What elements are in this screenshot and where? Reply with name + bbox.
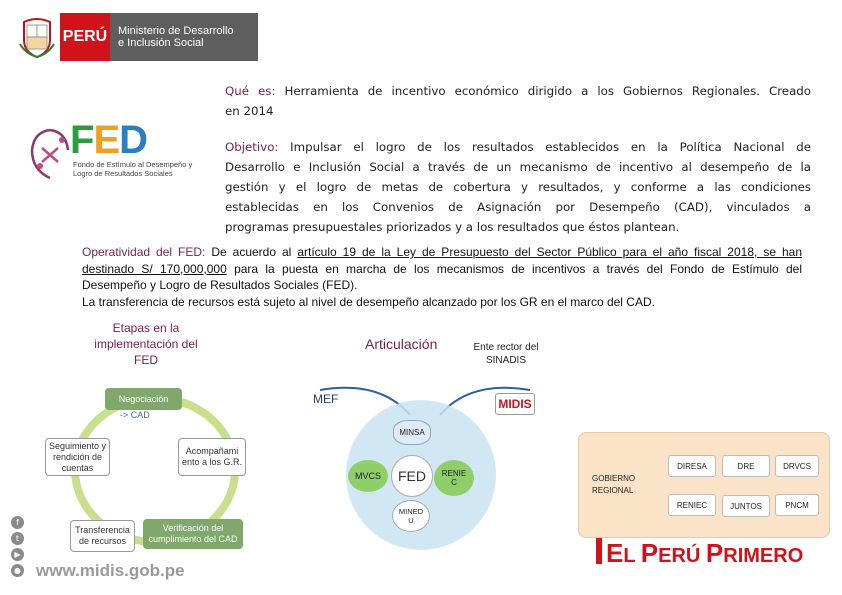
transferencia-box: Transferencia de recursos: [70, 520, 135, 552]
fed-logo-subtitle: [73, 160, 192, 178]
objetivo-line-5: programas presupuestales priorizados y a los resultados que éstos plantean.: [225, 220, 680, 234]
objetivo-line-1: Impulsar el logro de los resultados establecidos en la Política Nacional de: [278, 140, 811, 154]
ente-rector-label: [468, 341, 544, 367]
peru-coat-of-arms-icon: [18, 16, 56, 58]
gobierno-regional-label: [592, 473, 635, 497]
verificacion-box: Verificación del cumplimiento del CAD: [143, 519, 243, 549]
ministry-line-2: e Inclusión Social: [118, 37, 204, 49]
minedu-node: [392, 500, 430, 532]
ente-rector-line-2: SINADIS: [485, 355, 526, 366]
operatividad-text-1a: De acuerdo al: [205, 245, 298, 259]
monto-destinado-link[interactable]: destinado S/ 170,000,000: [82, 261, 227, 276]
reniec-line-1: RENIE: [441, 469, 467, 478]
mvcs-node: MVCS: [348, 460, 388, 492]
que-es-text-2: en 2014: [225, 104, 274, 118]
negociacion-box: [105, 388, 182, 410]
etapas-title-1: Etapas en la: [112, 321, 180, 335]
etapas-title: [80, 320, 212, 368]
objetivo-label: Objetivo:: [225, 140, 279, 154]
articulacion-title: Articulación: [365, 336, 438, 352]
slogan-part-a: E: [606, 538, 624, 568]
etapas-title-2: implementación del: [94, 337, 198, 351]
fed-logo-sub-line-2: Logro de Resultados Sociales: [73, 169, 173, 178]
objetivo-line-4: establecidas en los Convenios de Asignación por Desempeño (CAD), vinculados a: [225, 200, 811, 214]
mef-label: MEF: [313, 392, 339, 406]
gr-item-diresa: DIRESA: [668, 455, 716, 477]
peru-brand-block: PERÚ: [60, 13, 110, 61]
fed-logo-word: FED: [70, 118, 148, 162]
facebook-icon[interactable]: f: [11, 516, 24, 529]
ministry-line-1: Ministerio de Desarrollo: [118, 25, 234, 37]
reniec-node: [434, 460, 474, 496]
ente-rector-line-1: Ente rector del: [473, 342, 539, 353]
twitter-icon[interactable]: t: [11, 532, 24, 545]
operatividad-text-2b: para la puesta en marcha de los mecanismos de incentivos a través del Fondo de Estímulo del: [226, 261, 803, 276]
ministry-name-block: [110, 13, 258, 61]
minedu-line-1: MINED: [398, 507, 424, 516]
gobierno-line-2: REGIONAL: [592, 486, 634, 495]
gr-item-dre: DRE: [722, 455, 770, 477]
operatividad-label: Operatividad del FED:: [82, 245, 206, 259]
website-url[interactable]: www.midis.gob.pe: [36, 561, 185, 580]
slogan-el-peru-primero: [606, 538, 803, 569]
objetivo-line-2: Desarrollo e Inclusión Social a través de un mecanismo de incentivo al desempeño de la: [225, 160, 811, 174]
midis-box: MIDIS: [495, 393, 535, 415]
reniec-line-2: C: [451, 478, 457, 487]
slogan-part-b: L: [623, 545, 641, 567]
slogan-accent-bar: [596, 538, 602, 564]
acompanamiento-box: Acompañami ento a los G.R.: [178, 438, 246, 476]
slogan-part-e: P: [705, 538, 724, 568]
seguimiento-box: Seguimiento y rendición de cuentas: [45, 438, 110, 476]
negociacion-cad-label: -> CAD: [120, 410, 150, 420]
slogan-part-d: ERÚ: [658, 545, 706, 567]
objetivo-paragraph: [225, 137, 811, 237]
etapas-title-3: FED: [134, 353, 158, 367]
gr-item-juntos: JUNTOS: [722, 495, 770, 517]
gr-item-drvcs: DRVCS: [775, 455, 819, 477]
gr-item-reniec: RENIEC: [668, 494, 716, 516]
fed-logo-sub-line-1: Fondo de Estímulo al Desempeño y: [73, 160, 193, 169]
objetivo-line-3: gestión y el logro de metas de cobertura y resultados, y conforme a las condiciones: [225, 180, 811, 194]
que-es-label: Qué es:: [225, 84, 276, 98]
operatividad-text-4: La transferencia de recursos está sujeto al nivel de desempeño alcanzado por los GR en el marco del CAD.: [82, 294, 655, 309]
minedu-line-2: U: [408, 516, 414, 525]
fed-logo-icon: [28, 126, 72, 182]
slogan-part-f: RIMERO: [723, 545, 804, 567]
gobierno-line-1: GOBIERNO: [592, 474, 636, 483]
negociacion-label: Negociación: [118, 393, 169, 404]
que-es-text-1: Herramienta de incentivo económico dirigido a los Gobiernos Regionales. Creado: [275, 84, 812, 98]
flickr-icon[interactable]: ●: [11, 564, 24, 577]
operatividad-text-3: Desempeño y Logro de Resultados Sociales (FED).: [82, 278, 358, 292]
gr-item-pncm: PNCM: [775, 494, 819, 516]
slogan-part-c: P: [640, 538, 659, 568]
operatividad-paragraph: [82, 244, 802, 310]
minsa-node: MINSA: [393, 420, 431, 445]
ley-presupuesto-link[interactable]: artículo 19 de la Ley de Presupuesto del Sector Público para el año fiscal 2018, se han: [297, 245, 802, 259]
que-es-paragraph: [225, 81, 811, 121]
fed-node: FED: [391, 455, 433, 497]
youtube-icon[interactable]: ▶: [11, 548, 24, 561]
